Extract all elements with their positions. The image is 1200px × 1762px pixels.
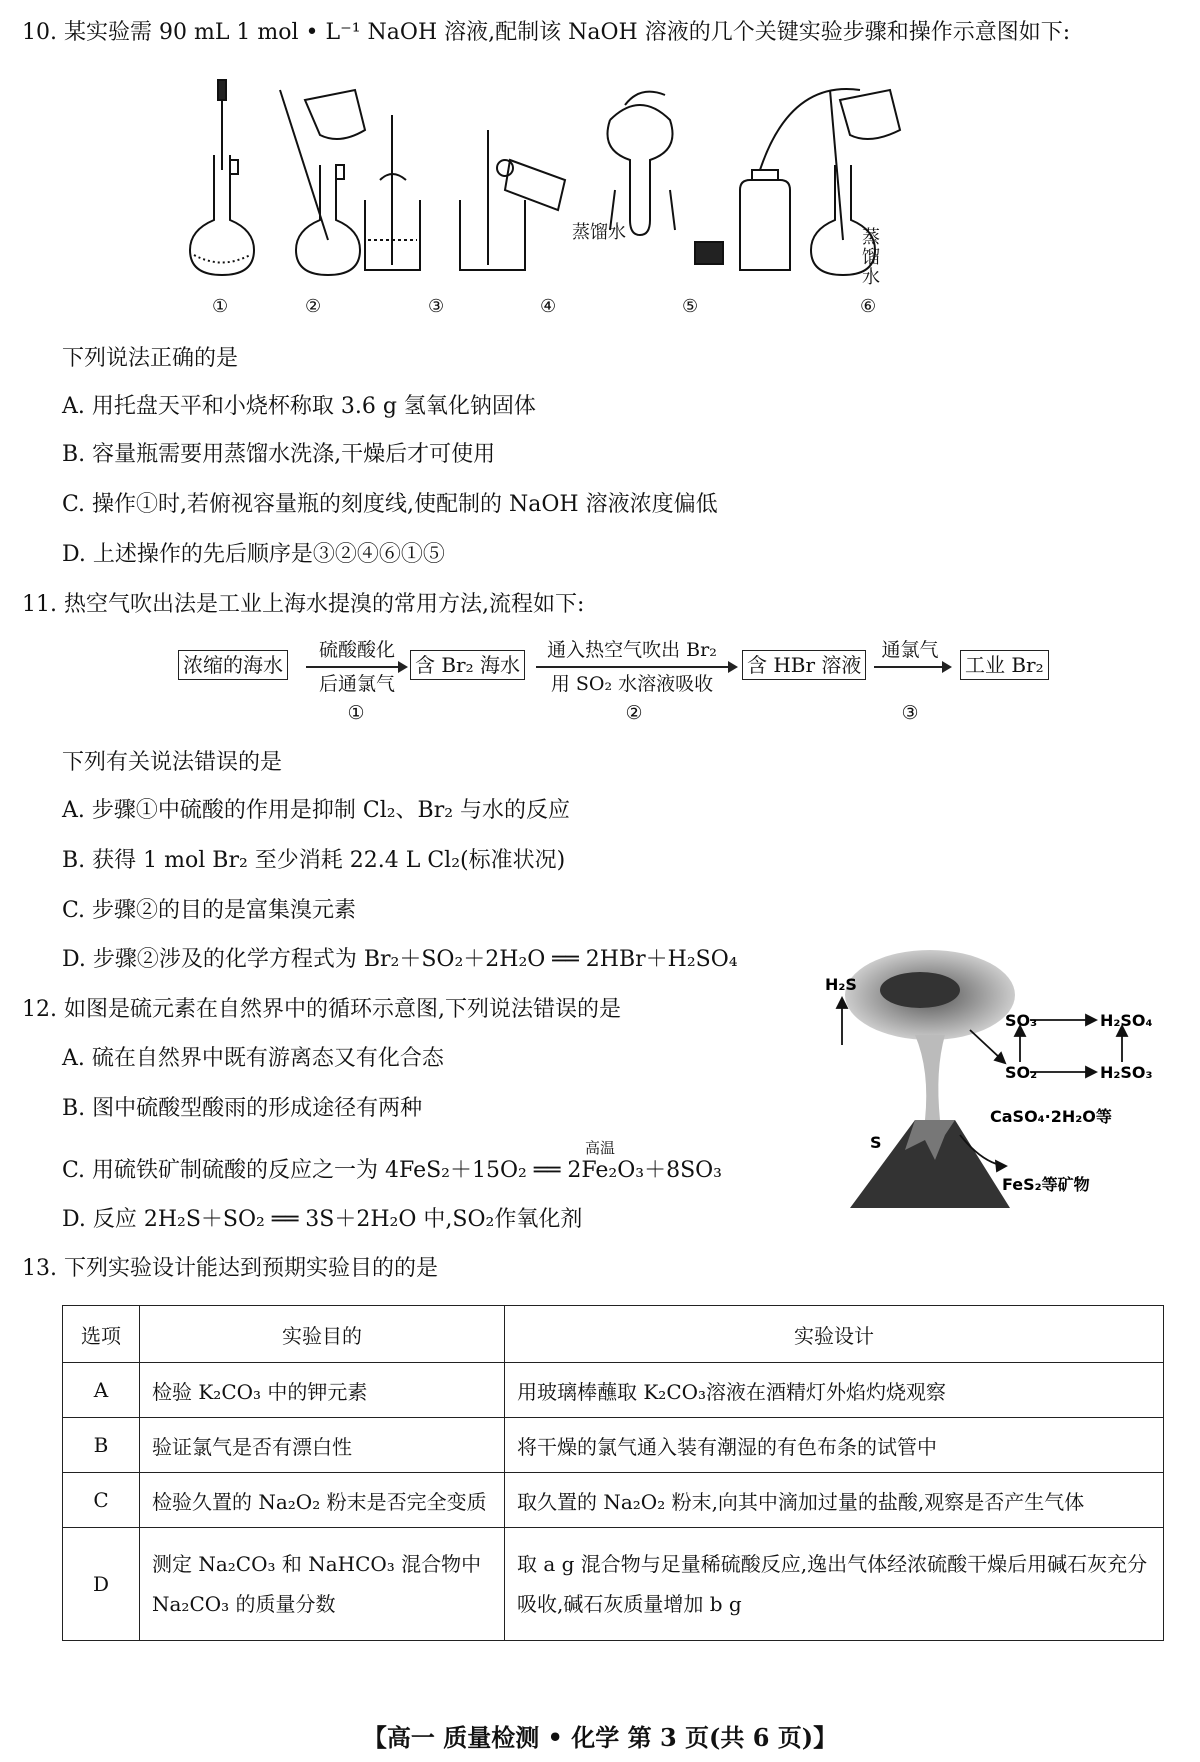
table-row bbox=[63, 1363, 1164, 1418]
page-footer: 【高一 质量检测 • 化学 第 3 页(共 6 页)】 bbox=[362, 1723, 838, 1752]
flow-arrow2-top: 通入热空气吹出 Br₂ bbox=[547, 639, 717, 661]
q12-option-c: C. 用硫铁矿制硫酸的反应之一为 4FeS₂＋15O₂ ══ 2Fe₂O₃＋8SO₃ bbox=[62, 1158, 723, 1183]
flow-box-industrial-br2: 工业 Br₂ bbox=[960, 650, 1049, 680]
flow-step-1: ① bbox=[347, 702, 365, 724]
row-c-option: C bbox=[63, 1473, 140, 1528]
q10-stem: 10. 某实验需 90 mL 1 mol • L⁻¹ NaOH 溶液,配制该 NaOH 溶液的几个关键实验步骤和操作示意图如下: bbox=[22, 20, 1071, 45]
flow-box-concentrated-seawater: 浓缩的海水 bbox=[178, 650, 288, 680]
step-label-4: ④ bbox=[540, 296, 557, 317]
q13-stem: 13. 下列实验设计能达到预期实验目的的是 bbox=[22, 1256, 438, 1281]
row-b-option: B bbox=[63, 1418, 140, 1473]
header-option: 选项 bbox=[63, 1306, 140, 1363]
flow-box-hbr-solution: 含 HBr 溶液 bbox=[742, 650, 866, 680]
q12-option-b: B. 图中硫酸型酸雨的形成途径有两种 bbox=[62, 1096, 423, 1121]
row-d-purpose: 测定 Na₂CO₃ 和 NaHCO₃ 混合物中 Na₂CO₃ 的质量分数 bbox=[140, 1528, 505, 1641]
table-row bbox=[63, 1473, 1164, 1528]
beaker-stirring-icon bbox=[365, 115, 420, 270]
step-label-3: ③ bbox=[428, 296, 445, 317]
label-caso4: CaSO₄·2H₂O等 bbox=[990, 1107, 1112, 1126]
q10-option-d: D. 上述操作的先后顺序是③②④⑥①⑤ bbox=[62, 542, 445, 567]
q12-option-d: D. 反应 2H₂S＋SO₂ ══ 3S＋2H₂O 中,SO₂作氧化剂 bbox=[62, 1207, 583, 1232]
table-row bbox=[63, 1528, 1164, 1641]
q13-table bbox=[62, 1305, 1164, 1641]
flow-arrow-3 bbox=[874, 666, 950, 668]
q11-option-d: D. 步骤②涉及的化学方程式为 Br₂＋SO₂＋2H₂O ══ 2HBr＋H₂SO₄ bbox=[62, 947, 738, 972]
flow-arrow1-top: 硫酸酸化 bbox=[318, 639, 395, 661]
q11-prompt: 下列有关说法错误的是 bbox=[62, 750, 283, 775]
row-b-design: 将干燥的氯气通入装有潮湿的有色布条的试管中 bbox=[505, 1418, 1164, 1473]
step-label-5: ⑤ bbox=[682, 296, 699, 317]
distilled-water-label-4: 蒸馏水 bbox=[572, 222, 626, 243]
label-so2: SO₂ bbox=[1005, 1063, 1038, 1082]
table-row bbox=[63, 1418, 1164, 1473]
label-s: S bbox=[870, 1133, 882, 1152]
distilled-water-label-6: 蒸馏水 bbox=[862, 227, 880, 288]
q12-condition: 高温 bbox=[585, 1139, 616, 1157]
row-a-design: 用玻璃棒蘸取 K₂CO₃溶液在酒精灯外焰灼烧观察 bbox=[505, 1363, 1164, 1418]
step-label-6: ⑥ bbox=[860, 296, 877, 317]
row-a-option: A bbox=[63, 1363, 140, 1418]
label-fes2: FeS₂等矿物 bbox=[1002, 1175, 1090, 1194]
q11-option-a: A. 步骤①中硫酸的作用是抑制 Cl₂、Br₂ 与水的反应 bbox=[62, 798, 571, 823]
volumetric-flask-dropper-icon bbox=[190, 80, 254, 275]
header-purpose: 实验目的 bbox=[140, 1306, 505, 1363]
label-h2so3: H₂SO₃ bbox=[1100, 1063, 1153, 1082]
q12-option-a: A. 硫在自然界中既有游离态又有化合态 bbox=[62, 1046, 444, 1071]
q10-option-c: C. 操作①时,若俯视容量瓶的刻度线,使配制的 NaOH 溶液浓度偏低 bbox=[62, 492, 718, 517]
label-h2so4: H₂SO₄ bbox=[1100, 1011, 1153, 1030]
step-label-2: ② bbox=[305, 296, 322, 317]
row-b-purpose: 验证氯气是否有漂白性 bbox=[140, 1418, 505, 1473]
flow-step-2: ② bbox=[625, 702, 643, 724]
flow-arrow1-bottom: 后通氯气 bbox=[318, 673, 395, 695]
flow-arrow3-top: 通氯气 bbox=[881, 639, 939, 661]
label-so3: SO₃ bbox=[1005, 1011, 1038, 1030]
q11-option-c: C. 步骤②的目的是富集溴元素 bbox=[62, 898, 357, 923]
label-h2s: H₂S bbox=[825, 975, 857, 994]
q12-stem: 12. 如图是硫元素在自然界中的循环示意图,下列说法错误的是 bbox=[22, 997, 621, 1022]
q11-stem: 11. 热空气吹出法是工业上海水提溴的常用方法,流程如下: bbox=[22, 592, 585, 617]
row-d-design: 取 a g 混合物与足量稀硫酸反应,逸出气体经浓硫酸干燥后用碱石灰充分吸收,碱石灰质量增加 b g bbox=[505, 1528, 1164, 1641]
q10-apparatus-figure bbox=[170, 70, 1090, 285]
sulfur-cycle-figure bbox=[820, 950, 1160, 1210]
flow-box-br2-seawater: 含 Br₂ 海水 bbox=[410, 650, 525, 680]
flow-arrow-1 bbox=[306, 666, 406, 668]
flow-arrow-2 bbox=[536, 666, 736, 668]
q10-option-b: B. 容量瓶需要用蒸馏水洗涤,干燥后才可使用 bbox=[62, 442, 496, 467]
row-c-design: 取久置的 Na₂O₂ 粉末,向其中滴加过量的盐酸,观察是否产生气体 bbox=[505, 1473, 1164, 1528]
beaker-pour-water-icon bbox=[460, 130, 565, 270]
q10-prompt: 下列说法正确的是 bbox=[62, 346, 239, 371]
transfer-to-flask-icon bbox=[280, 90, 365, 275]
flow-arrow2-bottom: 用 SO₂ 水溶液吸收 bbox=[550, 673, 714, 695]
flow-step-3: ③ bbox=[901, 702, 919, 724]
header-design: 实验设计 bbox=[505, 1306, 1164, 1363]
row-c-purpose: 检验久置的 Na₂O₂ 粉末是否完全变质 bbox=[140, 1473, 505, 1528]
q10-option-a: A. 用托盘天平和小烧杯称取 3.6 g 氢氧化钠固体 bbox=[62, 394, 536, 419]
step-label-1: ① bbox=[212, 296, 229, 317]
table-header-row bbox=[63, 1306, 1164, 1363]
row-d-option: D bbox=[63, 1528, 140, 1641]
volcano-icon bbox=[845, 950, 1015, 1208]
q11-option-b: B. 获得 1 mol Br₂ 至少消耗 22.4 L Cl₂(标准状况) bbox=[62, 848, 566, 873]
row-a-purpose: 检验 K₂CO₃ 中的钾元素 bbox=[140, 1363, 505, 1418]
invert-flask-icon bbox=[608, 92, 676, 235]
